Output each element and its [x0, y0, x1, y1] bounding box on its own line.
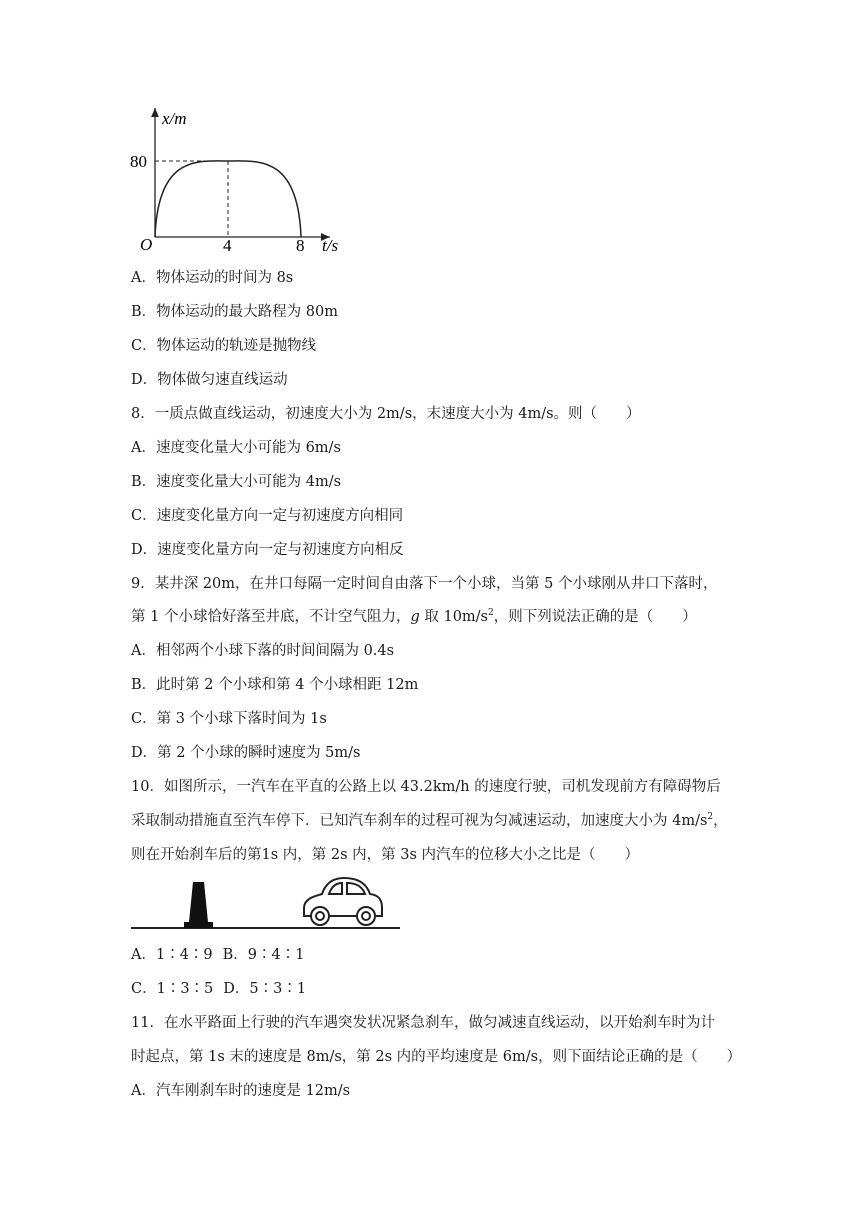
car-icon: [304, 878, 382, 925]
car-and-obstacle-figure: [128, 872, 408, 932]
option-c: C．1∶3∶5: [131, 981, 214, 997]
options-ab-row: [131, 945, 305, 965]
option-d: D．第 2 个小球的瞬时速度为 5m/s: [131, 745, 361, 761]
option-c: C．速度变化量方向一定与初速度方向相同: [131, 508, 404, 524]
option-b: B．物体运动的最大路程为 80m: [131, 304, 338, 320]
stem-text: 采取制动措施直至汽车停下．已知汽车刹车的过程可视为匀减速运动，加速度大小为 4m/s: [131, 813, 708, 829]
options-cd-row: [131, 979, 306, 999]
superscript: 2: [488, 608, 494, 618]
question-11-stem-line2: 时起点，第 1s 末的速度是 8m/s，第 2s 内的平均速度是 6m/s，则下面结论正确的是（ ）: [131, 1049, 742, 1065]
origin-label: O: [140, 235, 153, 254]
option-d: D．物体做匀速直线运动: [131, 372, 288, 388]
y-axis-label: x/m: [162, 109, 187, 128]
x-tick-label: 4: [223, 236, 232, 255]
option-d: D．速度变化量方向一定与初速度方向相反: [131, 542, 404, 558]
y-tick-label: 80: [130, 152, 147, 171]
question-8-stem: 8．一质点做直线运动，初速度大小为 2m/s，末速度大小为 4m/s。则（ ）: [131, 406, 641, 422]
option-b: B．此时第 2 个小球和第 4 个小球相距 12m: [131, 677, 419, 693]
option-c: C．第 3 个小球下落时间为 1s: [131, 711, 327, 727]
stem-text: ，则下列说法正确的是（ ）: [493, 609, 697, 625]
option-a: A．1∶4∶9: [131, 947, 213, 963]
traffic-cone-icon: [184, 882, 213, 928]
question-9-stem-line1: 9．某井深 20m，在井口每隔一定时间自由落下一个小球，当第 5 个小球刚从井口下落时，: [131, 576, 718, 592]
option-c: C．物体运动的轨迹是抛物线: [131, 338, 317, 354]
question-10-stem-line2: [131, 811, 728, 831]
superscript: 2: [707, 812, 714, 822]
position-time-graph: [118, 100, 358, 260]
stem-text: 第 1 个小球恰好落至井底，不计空气阻力，: [131, 609, 411, 625]
gravity-symbol: g: [410, 609, 420, 625]
question-9-stem-line2: [131, 607, 697, 627]
question-11-stem-line1: 11．在水平路面上行驶的汽车遇突发状况紧急刹车，做匀减速直线运动，以开始刹车时为计: [131, 1015, 715, 1031]
stem-text: 取 10m/s: [419, 609, 488, 625]
option-d: D．5∶3∶1: [223, 981, 307, 997]
question-10-stem-line1: 10．如图所示，一汽车在平直的公路上以 43.2km/h 的速度行驶，司机发现前方有障碍物后: [131, 779, 721, 795]
option-a: A．物体运动的时间为 8s: [131, 270, 294, 286]
question-10-stem-line3: 则在开始刹车后的第1s 内，第 2s 内，第 3s 内汽车的位移大小之比是（ ）: [131, 847, 640, 863]
option-b: B．9∶4∶1: [222, 947, 305, 963]
x-tick-label: 8: [296, 236, 305, 255]
option-a: A．速度变化量大小可能为 6m/s: [131, 440, 341, 456]
option-b: B．速度变化量大小可能为 4m/s: [131, 474, 342, 490]
x-axis-label: t/s: [322, 236, 339, 255]
stem-text: ，: [713, 813, 728, 829]
option-a: A．相邻两个小球下落的时间间隔为 0.4s: [131, 643, 395, 659]
option-a: A．汽车刚刹车时的速度是 12m/s: [131, 1083, 351, 1099]
